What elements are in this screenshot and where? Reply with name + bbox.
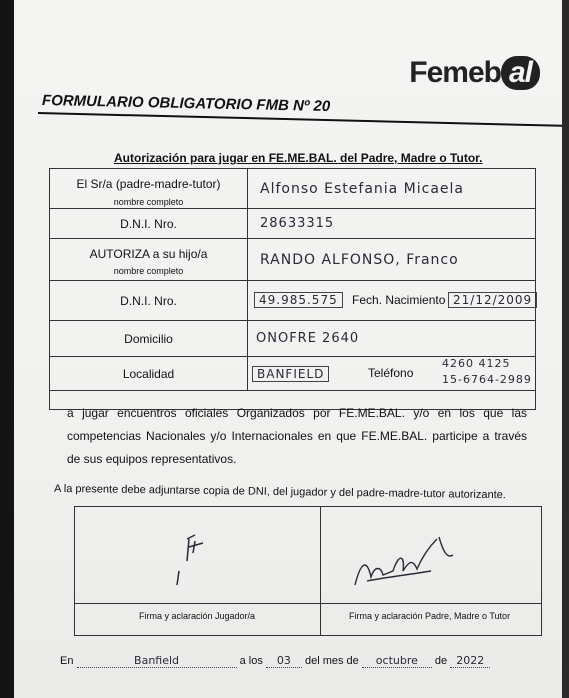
player-signature-mark xyxy=(165,531,225,587)
telefono-value-1: 4260 4125 xyxy=(442,357,511,370)
attachment-note: A la presente debe adjuntarse copia de DNI, del jugador y del padre-madre-tutor autorizante. xyxy=(53,482,506,502)
child-label-cell xyxy=(50,239,248,281)
domicilio-label-cell xyxy=(50,321,248,357)
child-dni: 49.985.575 xyxy=(254,292,343,308)
day-value: 03 xyxy=(266,654,302,668)
signature-label-rule xyxy=(75,603,541,604)
guardian-signature-label: Firma y aclaración Padre, Madre o Tutor xyxy=(349,611,511,621)
guardian-signature-mark xyxy=(347,531,467,595)
place-value: Banfield xyxy=(77,654,237,668)
authorization-paragraph: a jugar encuentros oficiales Organizados por FE.ME.BAL. y/o en los que las competencias Nacionales y/o Internacionales en que FE.ME.BAL. participe a través de sus equipos representativos. xyxy=(67,406,527,466)
form-subtitle: Autorización para jugar en FE.ME.BAL. del Padre, Madre o Tutor. xyxy=(114,151,483,165)
child-name: RANDO ALFONSO, Franco xyxy=(260,252,459,268)
form-paper xyxy=(14,0,562,698)
birth-date: 21/12/2009 xyxy=(448,292,537,308)
authorization-table xyxy=(49,168,536,410)
child-dni-label-cell xyxy=(50,281,248,321)
guardian-dni-label: D.N.I. Nro. xyxy=(120,217,177,231)
localidad-value: BANFIELD xyxy=(252,366,329,382)
photo-background-right xyxy=(562,0,569,698)
telefono-value-2: 15-6764-2989 xyxy=(442,373,532,386)
signature-divider xyxy=(320,507,321,635)
signature-table xyxy=(74,506,542,636)
child-value-cell xyxy=(248,239,535,281)
date-place-line xyxy=(60,654,530,668)
year-value: 2022 xyxy=(450,654,490,668)
domicilio-value-cell xyxy=(248,321,535,357)
telefono-label: Teléfono xyxy=(368,366,414,380)
guardian-dni: 28633315 xyxy=(260,216,335,231)
domicilio-label: Domicilio xyxy=(124,332,173,346)
mes-label: del mes de xyxy=(304,655,359,667)
localidad-label-cell xyxy=(50,357,248,391)
alos-label: a los xyxy=(239,655,263,667)
guardian-dni-label-cell xyxy=(50,209,248,239)
month-value: octubre xyxy=(362,654,432,668)
autoriza-label: AUTORIZA a su hijo/a xyxy=(89,247,208,261)
femebal-logo: Femeb al xyxy=(409,56,540,90)
child-dni-value-cell xyxy=(248,281,535,321)
guardian-label-cell xyxy=(50,169,248,209)
de-label: de xyxy=(434,655,448,667)
guardian-name: Alfonso Estefania Micaela xyxy=(260,181,465,197)
localidad-value-cell xyxy=(248,357,535,391)
birth-label: Fech. Nacimiento xyxy=(352,293,446,307)
guardian-label: El Sr/a (padre-madre-tutor) xyxy=(76,177,221,191)
form-title: FORMULARIO OBLIGATORIO FMB Nº 20 xyxy=(41,92,331,116)
child-dni-label: D.N.I. Nro. xyxy=(120,294,177,308)
guardian-dni-value-cell xyxy=(248,209,535,239)
en-label: En xyxy=(60,655,74,667)
guardian-sublabel: nombre completo xyxy=(113,197,184,207)
domicilio-value: ONOFRE 2640 xyxy=(256,331,360,346)
photo-background-left xyxy=(0,0,14,698)
localidad-label: Localidad xyxy=(122,367,175,381)
child-sublabel: nombre completo xyxy=(113,266,184,276)
player-signature-label: Firma y aclaración Jugador/a xyxy=(139,611,256,621)
guardian-value-cell xyxy=(248,169,535,209)
